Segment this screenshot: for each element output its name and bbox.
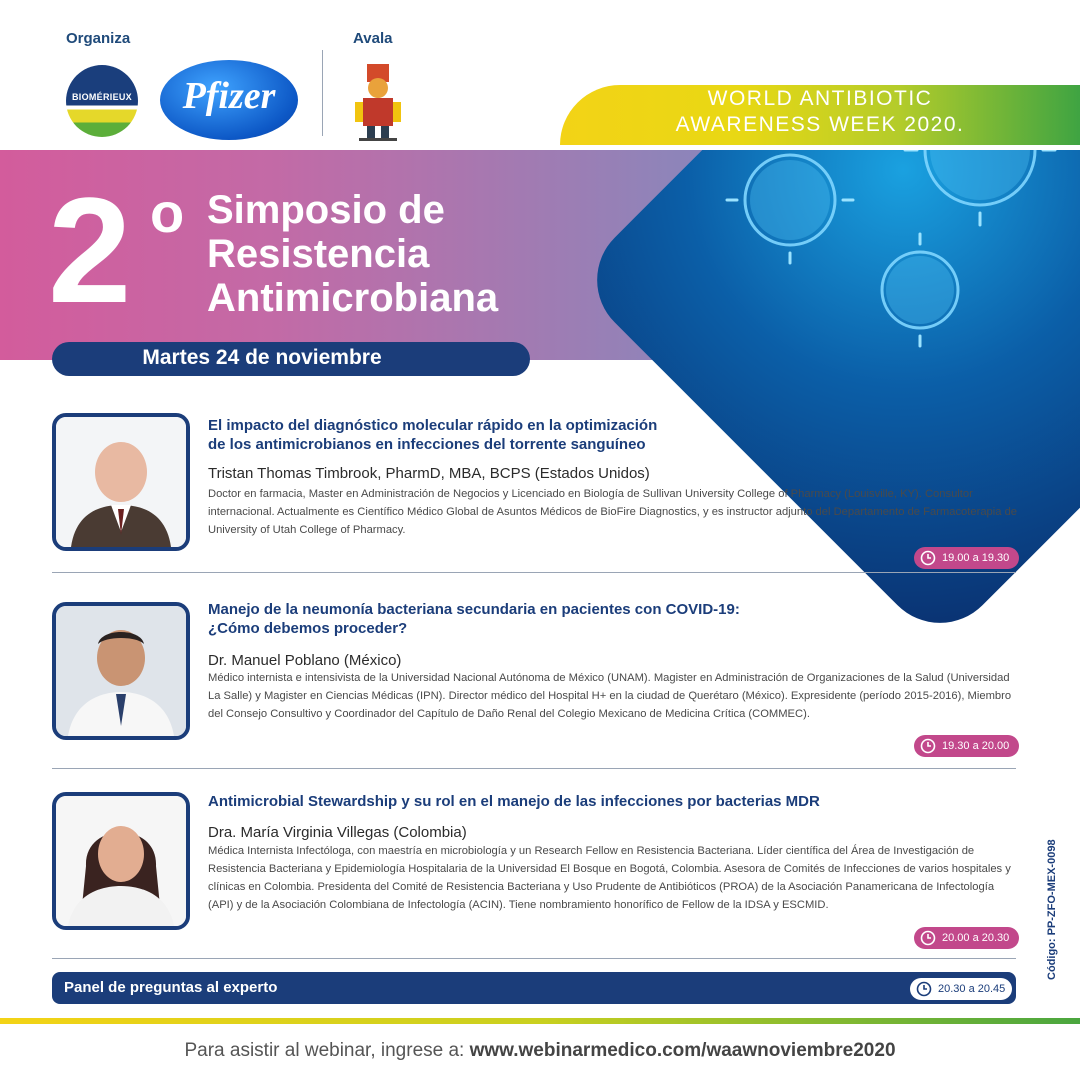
organiza-label: Organiza (66, 30, 131, 47)
session-3-time (914, 927, 1019, 949)
footer (0, 1040, 1080, 1062)
session-2-title-line-1: Manejo de la neumonía bacteriana secundaria en pacientes con COVID-19: (208, 601, 740, 618)
session-2-title-line-2: ¿Cómo debemos proceder? (208, 620, 408, 637)
event-date (52, 346, 472, 370)
speaker-avatar-icon (56, 606, 186, 736)
event-date-day: 24 de noviembre (215, 346, 382, 369)
session-3-speaker: Dra. María Virginia Villegas (Colombia) (208, 824, 467, 841)
session-1-title-line-2: de los antimicrobianos en infecciones del torrente sanguíneo (208, 436, 646, 453)
panel-label: Panel de preguntas al experto (64, 979, 278, 996)
session-1-speaker: Tristan Thomas Timbrook, PharmD, MBA, BCPS (Estados Unidos) (208, 465, 650, 482)
session-3-bio: Médica Internista Infectóloga, con maestría en microbiología y un Research Fellow en Resistencia Bacteriana. Líder científica del Área de Investigación de Resistencia Bacteriana y Epidemiología Hospitalaria de la Universidad El Bosque en Bogotá, Colombia. Asesora de Comités de Infecciones de varios hospitales y clínicas en Colombia. Presidenta del Comité de Resistencia Bacteriana y Uso Prudente de Antibióticos (PROA) de la Asociación Panamericana de Infectología (API) y de la Asociación Colombiana de Infectología (ACIN). Tiene nombramiento honorífico de Fellow de la IDSA y ESCMID. (208, 845, 1011, 911)
event-number: 2 (48, 166, 128, 334)
awareness-banner-text (585, 86, 1055, 138)
divider (52, 572, 1016, 573)
event-ordinal: o (150, 181, 185, 244)
footer-gradient-line (0, 1018, 1080, 1024)
session-2-time (914, 735, 1019, 757)
clock-icon (920, 930, 936, 946)
avala-label: Avala (353, 30, 393, 47)
session-3-title (208, 792, 1008, 811)
aztec-figure-icon (345, 58, 411, 144)
session-2-time-text: 19.30 a 20.00 (942, 740, 1010, 752)
speaker-photo-1 (52, 413, 190, 551)
speaker-avatar-icon (56, 417, 186, 547)
event-title-line-3: Antimicrobiana (207, 276, 499, 320)
divider (52, 958, 1016, 959)
session-1-title-line-1: El impacto del diagnóstico molecular rápido en la optimización (208, 417, 658, 434)
session-3-time-text: 20.00 a 20.30 (942, 932, 1010, 944)
event-title-line-2: Resistencia (207, 232, 430, 276)
session-1-time-text: 19.00 a 19.30 (942, 552, 1010, 564)
event-title (207, 188, 498, 320)
awareness-line-2: AWARENESS WEEK 2020. (675, 113, 965, 136)
session-1-time (914, 547, 1019, 569)
session-2-title (208, 600, 1008, 638)
session-3-title-line-1: Antimicrobial Stewardship y su rol en el manejo de las infecciones por bacterias MDR (208, 793, 820, 810)
pfizer-logo-text: Pfizer (182, 75, 276, 117)
footer-prefix: Para asistir al webinar, ingrese a: (184, 1040, 470, 1061)
speaker-photo-2 (52, 602, 190, 740)
event-title-line-1: Simposio de (207, 188, 445, 232)
panel-time-text: 20.30 a 20.45 (938, 983, 1006, 995)
session-2-bio: Médico internista e intensivista de la Universidad Nacional Autónoma de México (UNAM). Magister en Administración de Organizaciones de la Salud (Universidad La Salle) y Magister en Ciencias Médicas (IPN). Director médico del Hospital H+ en la ciudad de Querétaro (México). Expresidente (período 2015-2016), Miembro del Consejo Consultivo y Coordinador del Capítulo de Daño Renal del Colegio Mexicano de Medicina Crítica (COMMEC). (208, 672, 1012, 720)
session-1-bio: Doctor en farmacia, Master en Administración de Negocios y Licenciado en Biología de Sullivan University College of Pharmacy (Louisville, KY). Consultor internacional. Actualmente es Científico Médico Global de Asuntos Médicos de BioFire Diagnostics, y es instructor adjunto del Departamento de Farmacoterapia de University of Utah College of Pharmacy. (208, 488, 1018, 536)
logo-divider (322, 50, 323, 136)
document-code: Código: PP-ZFO-MEX-0098 (1046, 839, 1058, 980)
panel-time (910, 978, 1012, 1000)
webinar-link[interactable]: www.webinarmedico.com/waawnoviembre2020 (469, 1040, 896, 1061)
biomerieux-logo-text: BIOMÉRIEUX (71, 92, 132, 102)
divider (52, 768, 1016, 769)
event-date-weekday: Martes (142, 346, 211, 369)
awareness-line-1: WORLD ANTIBIOTIC (707, 87, 933, 110)
clock-icon (920, 550, 936, 566)
clock-icon (916, 981, 932, 997)
speaker-avatar-icon (56, 796, 186, 926)
clock-icon (920, 738, 936, 754)
session-2-speaker: Dr. Manuel Poblano (México) (208, 652, 402, 669)
speaker-photo-3 (52, 792, 190, 930)
session-1-title (208, 416, 1008, 454)
